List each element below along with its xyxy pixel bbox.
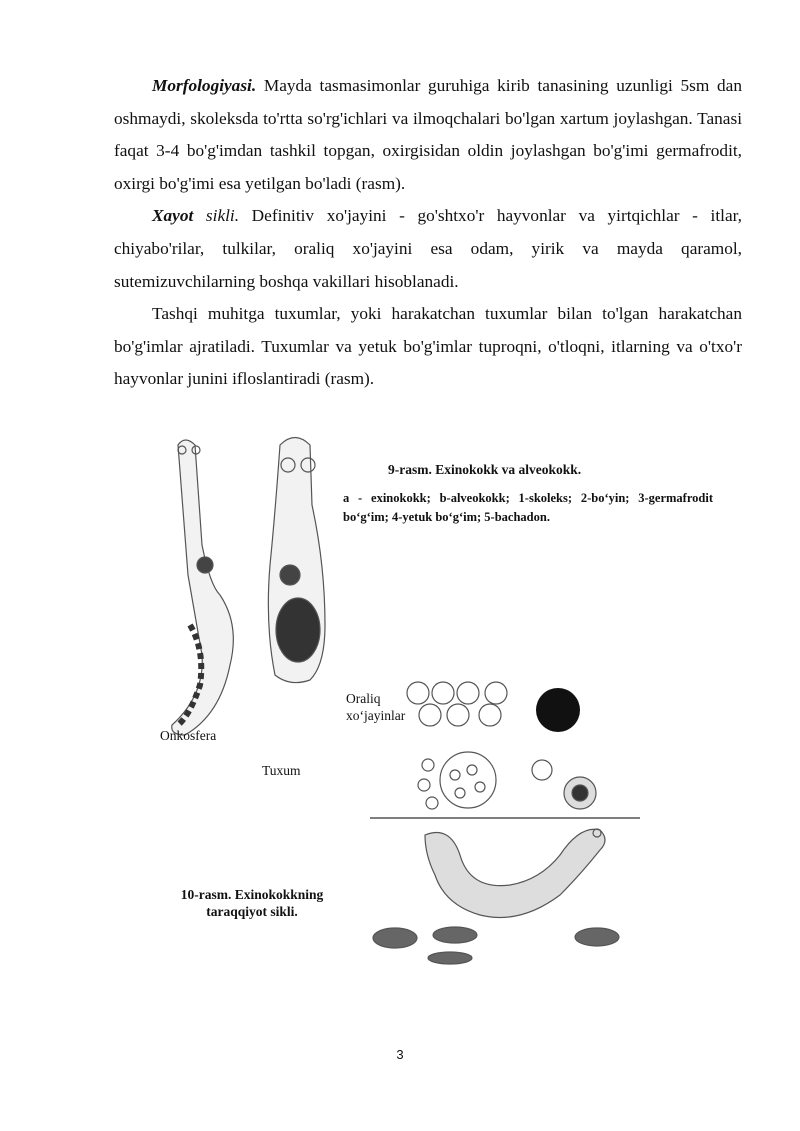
figure-10-caption: 10-rasm. Exinokokkning taraqqiyot sikli. (180, 887, 324, 919)
echinococcus-worm-a (172, 440, 234, 735)
label-intermediate-hosts: Oraliq xo‘jayinlar (346, 691, 406, 723)
body-text (114, 70, 742, 396)
figure-9-title: 9-rasm. Exinokokk va alveokokk. (388, 462, 582, 477)
egg-cycle-icons (418, 752, 596, 809)
animals-definitive-hosts (373, 927, 619, 964)
label-onkosfera: Onkosfera (160, 728, 217, 743)
page-number: 3 (396, 1047, 404, 1062)
morphology-text: Mayda tasmasimonlar guruhiga kirib tanasining uzunligi 5sm dan oshmaydi, skoleksda to'rtta so'rg'ichlari va ilmoqchalari bo'lgan xartum joylashgan. Tanasi faqat 3-4 bo'g'imdan tashkil topgan, oxirgisidan oldin joylashgan bo'g'imi germafrodit, oxirgi bo'g'imi esa yetilgan bo'ladi (rasm). (114, 76, 742, 193)
paragraph-environment: Tashqi muhitga tuxumlar, yoki harakatchan tuxumlar bilan to'lgan harakatchan bo'g'imlar ajratiladi. Tuxumlar va yetuk bo'g'imlar tuproqni, o'tloqni, itlarning va o'txo'r hayvonlar junini ifloslantiradi (rasm). (114, 304, 742, 389)
paragraph-morphology (114, 70, 742, 200)
alveococcus-worm-b (268, 438, 325, 683)
morphology-heading: Morfologiyasi. (152, 76, 257, 95)
label-tuxum: Tuxum (262, 763, 301, 778)
figure-9-caption: a - exinokokk; b-alveokokk; 1-skoleks; 2-bo‘yin; 3-germafrodit bo‘g‘im; 4-yetuk bo‘g‘im; 5-bachadon. (343, 491, 713, 524)
life-cycle-text: Definitiv xo'jayini - go'shtxo'r hayvonlar va yirtqichlar - itlar, chiyabo'rilar, tulkilar, oraliq xo'jayini esa odam, yirik va mayda qaramol, sutemizuvchilarning boshqa vakillari hisoblanadi. (114, 206, 742, 291)
life-cycle-heading-italic: sikli. (193, 206, 240, 226)
life-cycle-heading-bold: Xayot (152, 206, 194, 226)
human-head-silhouette (536, 688, 580, 732)
adult-worm-horizontal (425, 829, 605, 918)
paragraph-life-cycle (114, 200, 742, 298)
